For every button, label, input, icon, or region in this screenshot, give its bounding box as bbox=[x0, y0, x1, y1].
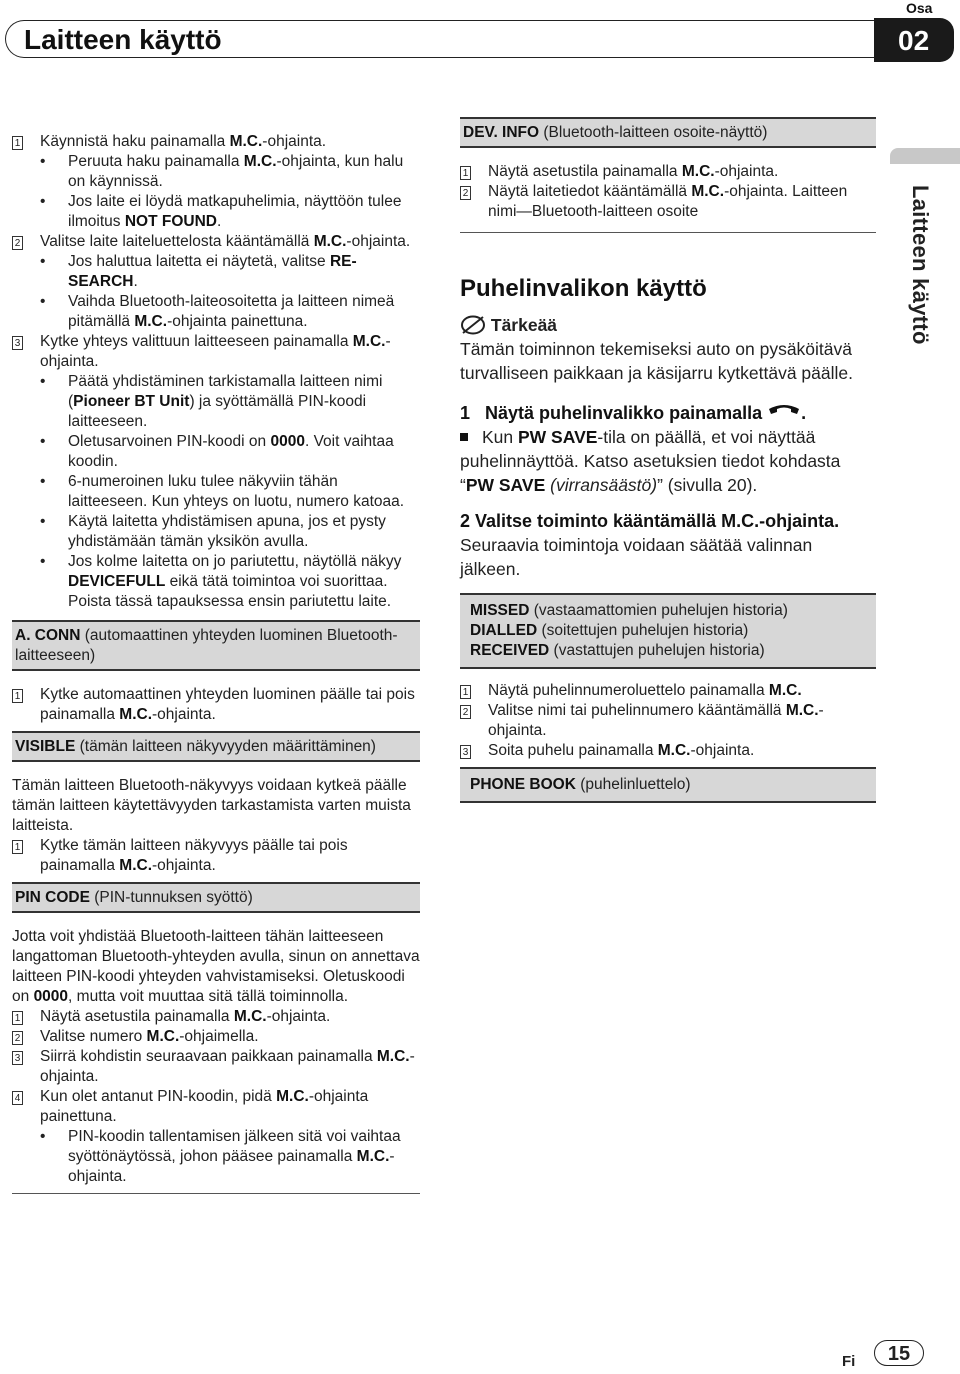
list-item: • Jos laite ei löydä matkapuhelimia, näyttöön tulee ilmoitus NOT FOUND. bbox=[40, 193, 402, 230]
step-3-bullets bbox=[12, 372, 420, 612]
step-number: 1 bbox=[12, 836, 40, 876]
history-line: DIALLED (soitettujen puhelujen historia) bbox=[470, 622, 749, 639]
step-number: 1 bbox=[12, 132, 40, 152]
visible-heading: VISIBLE (tämän laitteen näkyvyyden määrittäminen) bbox=[12, 733, 420, 762]
numbered-step: 2 Valitse numero M.C.-ohjaimella. bbox=[12, 1027, 420, 1047]
step-text: Käynnistä haku painamalla M.C.-ohjainta. bbox=[40, 133, 327, 150]
numbered-step: 2 Näytä laitetiedot kääntämällä M.C.-ohjainta. Laitteen nimi—Bluetooth-laitteen osoite bbox=[460, 182, 876, 222]
pin-steps bbox=[12, 1007, 420, 1127]
language-code: Fi bbox=[842, 1353, 856, 1370]
step-text: Valitse laite laiteluettelosta kääntämällä M.C.-ohjainta. bbox=[40, 233, 411, 250]
pin-description: Jotta voit yhdistää Bluetooth-laitteen tähän laitteeseen langattoman Bluetooth-yhteyden avulla, sinun on annettava laitteen PIN-koodi yhteyden vahvistamiseksi. Oletuskoodi on 0000, mutta voit muuttaa sitä tällä toiminnolla. bbox=[12, 928, 420, 1005]
step-3 bbox=[12, 332, 420, 372]
side-tab-label: Laitteen käyttö bbox=[908, 185, 933, 345]
numbered-step: 1 Näytä asetustila painamalla M.C.-ohjainta. bbox=[460, 162, 876, 182]
chapter-number: 02 bbox=[898, 25, 930, 56]
history-line: RECEIVED (vastattujen puhelujen historia) bbox=[470, 642, 765, 659]
step-number: 1 bbox=[12, 685, 40, 725]
history-line: MISSED (vastaamattomien puhelujen historia) bbox=[470, 602, 788, 619]
important-note-heading bbox=[460, 313, 876, 337]
chapter-title: Laitteen käyttö bbox=[24, 24, 222, 55]
devinfo-steps bbox=[460, 162, 876, 222]
step-2-bullets bbox=[12, 252, 420, 332]
numbered-step: 4 Kun olet antanut PIN-koodin, pidä M.C.-ohjainta painettuna. bbox=[12, 1087, 420, 1127]
visible-description: Tämän laitteen Bluetooth-näkyvyys voidaan kytkeä päälle tämän laitteen käytettävyyden tarkastamista varten muista laitteista. bbox=[12, 777, 411, 834]
divider bbox=[12, 1193, 420, 1194]
phone-icon bbox=[767, 403, 801, 421]
pin-heading: PIN CODE (PIN-tunnuksen syöttö) bbox=[12, 884, 420, 913]
list-item: • Päätä yhdistäminen tarkistamalla laitteen nimi (Pioneer BT Unit) ja syöttämällä PIN-koodi laitteeseen. bbox=[40, 373, 383, 430]
list-item: • 6-numeroinen luku tulee näkyviin tähän laitteeseen. Kun yhteys on luotu, numero katoaa. bbox=[40, 473, 405, 510]
step-number: 2 bbox=[12, 232, 40, 252]
numbered-step: 2 Valitse nimi tai puhelinnumero kääntämällä M.C.-ohjainta. bbox=[460, 701, 876, 741]
section-label: Osa bbox=[906, 0, 933, 16]
devinfo-heading: DEV. INFO (Bluetooth-laitteen osoite-näyttö) bbox=[460, 119, 876, 148]
step-text: Kytke automaattinen yhteyden luominen päälle tai pois painamalla M.C.-ohjainta. bbox=[40, 686, 415, 723]
step-number: 3 bbox=[12, 332, 40, 372]
aconn-step-1 bbox=[12, 685, 420, 725]
right-column bbox=[460, 117, 876, 803]
list-item: • Vaihda Bluetooth-laiteosoitetta ja laitteen nimeä pitämällä M.C.-ohjainta painettuna. bbox=[40, 293, 395, 330]
step-2 bbox=[12, 232, 420, 252]
step-2-title: 2 Valitse toiminto kääntämällä M.C.-ohjainta. bbox=[460, 511, 840, 531]
step-1 bbox=[12, 132, 420, 152]
list-item: • Käytä laitetta yhdistämisen apuna, jos et pysty yhdistämään tämän yksikön avulla. bbox=[40, 513, 386, 550]
step-1-bullets bbox=[12, 152, 420, 232]
note-marker bbox=[460, 433, 468, 441]
numbered-step: 3 Siirrä kohdistin seuraavaan paikkaan painamalla M.C.-ohjainta. bbox=[12, 1047, 420, 1087]
important-label: Tärkeää bbox=[490, 315, 558, 335]
numbered-step: 3 Soita puhelu painamalla M.C.-ohjainta. bbox=[460, 741, 876, 761]
step-1-title: 1 Näytä puhelinvalikko painamalla . bbox=[460, 403, 807, 423]
list-item: • Oletusarvoinen PIN-koodi on 0000. Voit vaihtaa koodin. bbox=[40, 433, 394, 470]
list-item: • Jos kolme laitetta on jo pariutettu, näytöllä näkyy DEVICEFULL eikä tätä toimintoa voi suorittaa. Poista tässä tapauksessa ensin pariutettu laite. bbox=[40, 553, 402, 610]
aconn-heading: A. CONN (automaattinen yhteyden luominen Bluetooth-laitteeseen) bbox=[12, 622, 420, 671]
phonebook-heading: PHONE BOOK (puhelinluettelo) bbox=[460, 769, 876, 803]
important-icon bbox=[460, 315, 486, 335]
history-steps bbox=[460, 681, 876, 761]
left-column bbox=[12, 132, 420, 1194]
list-item: • PIN-koodin tallentamisen jälkeen sitä voi vaihtaa syöttönäytössä, johon pääsee painamalla M.C.-ohjainta. bbox=[40, 1128, 401, 1185]
step-text: Kytke yhteys valittuun laitteeseen painamalla M.C.-ohjainta. bbox=[40, 333, 391, 370]
section-title: Puhelinvalikon käyttö bbox=[460, 275, 707, 302]
page-number: 15 bbox=[874, 1340, 924, 1366]
step-2-text: Seuraavia toimintoja voidaan säätää valinnan jälkeen. bbox=[460, 535, 813, 579]
list-item: • Jos haluttua laitetta ei näytetä, valitse RE-SEARCH. bbox=[40, 253, 357, 290]
numbered-step: 1 Näytä puhelinnumeroluettelo painamalla M.C. bbox=[460, 681, 876, 701]
list-item: • Peruuta haku painamalla M.C.-ohjainta, kun halu on käynnissä. bbox=[40, 153, 404, 190]
important-text: Tämän toiminnon tekemiseksi auto on pysäköitävä turvalliseen paikkaan ja käsijarru kytkettävä päälle. bbox=[460, 339, 853, 383]
side-tab-bar bbox=[890, 148, 960, 164]
visible-step-1 bbox=[12, 836, 420, 876]
numbered-step: 1 Näytä asetustila painamalla M.C.-ohjainta. bbox=[12, 1007, 420, 1027]
step-text: Kytke tämän laitteen näkyvyys päälle tai pois painamalla M.C.-ohjainta. bbox=[40, 837, 348, 874]
history-heading bbox=[460, 595, 876, 669]
step-1-note: Kun PW SAVE-tila on päällä, et voi näyttää puhelinnäyttöä. Katso asetuksien tiedot kohdasta “PW SAVE (virransäästö)” (sivulla 20). bbox=[460, 427, 841, 495]
